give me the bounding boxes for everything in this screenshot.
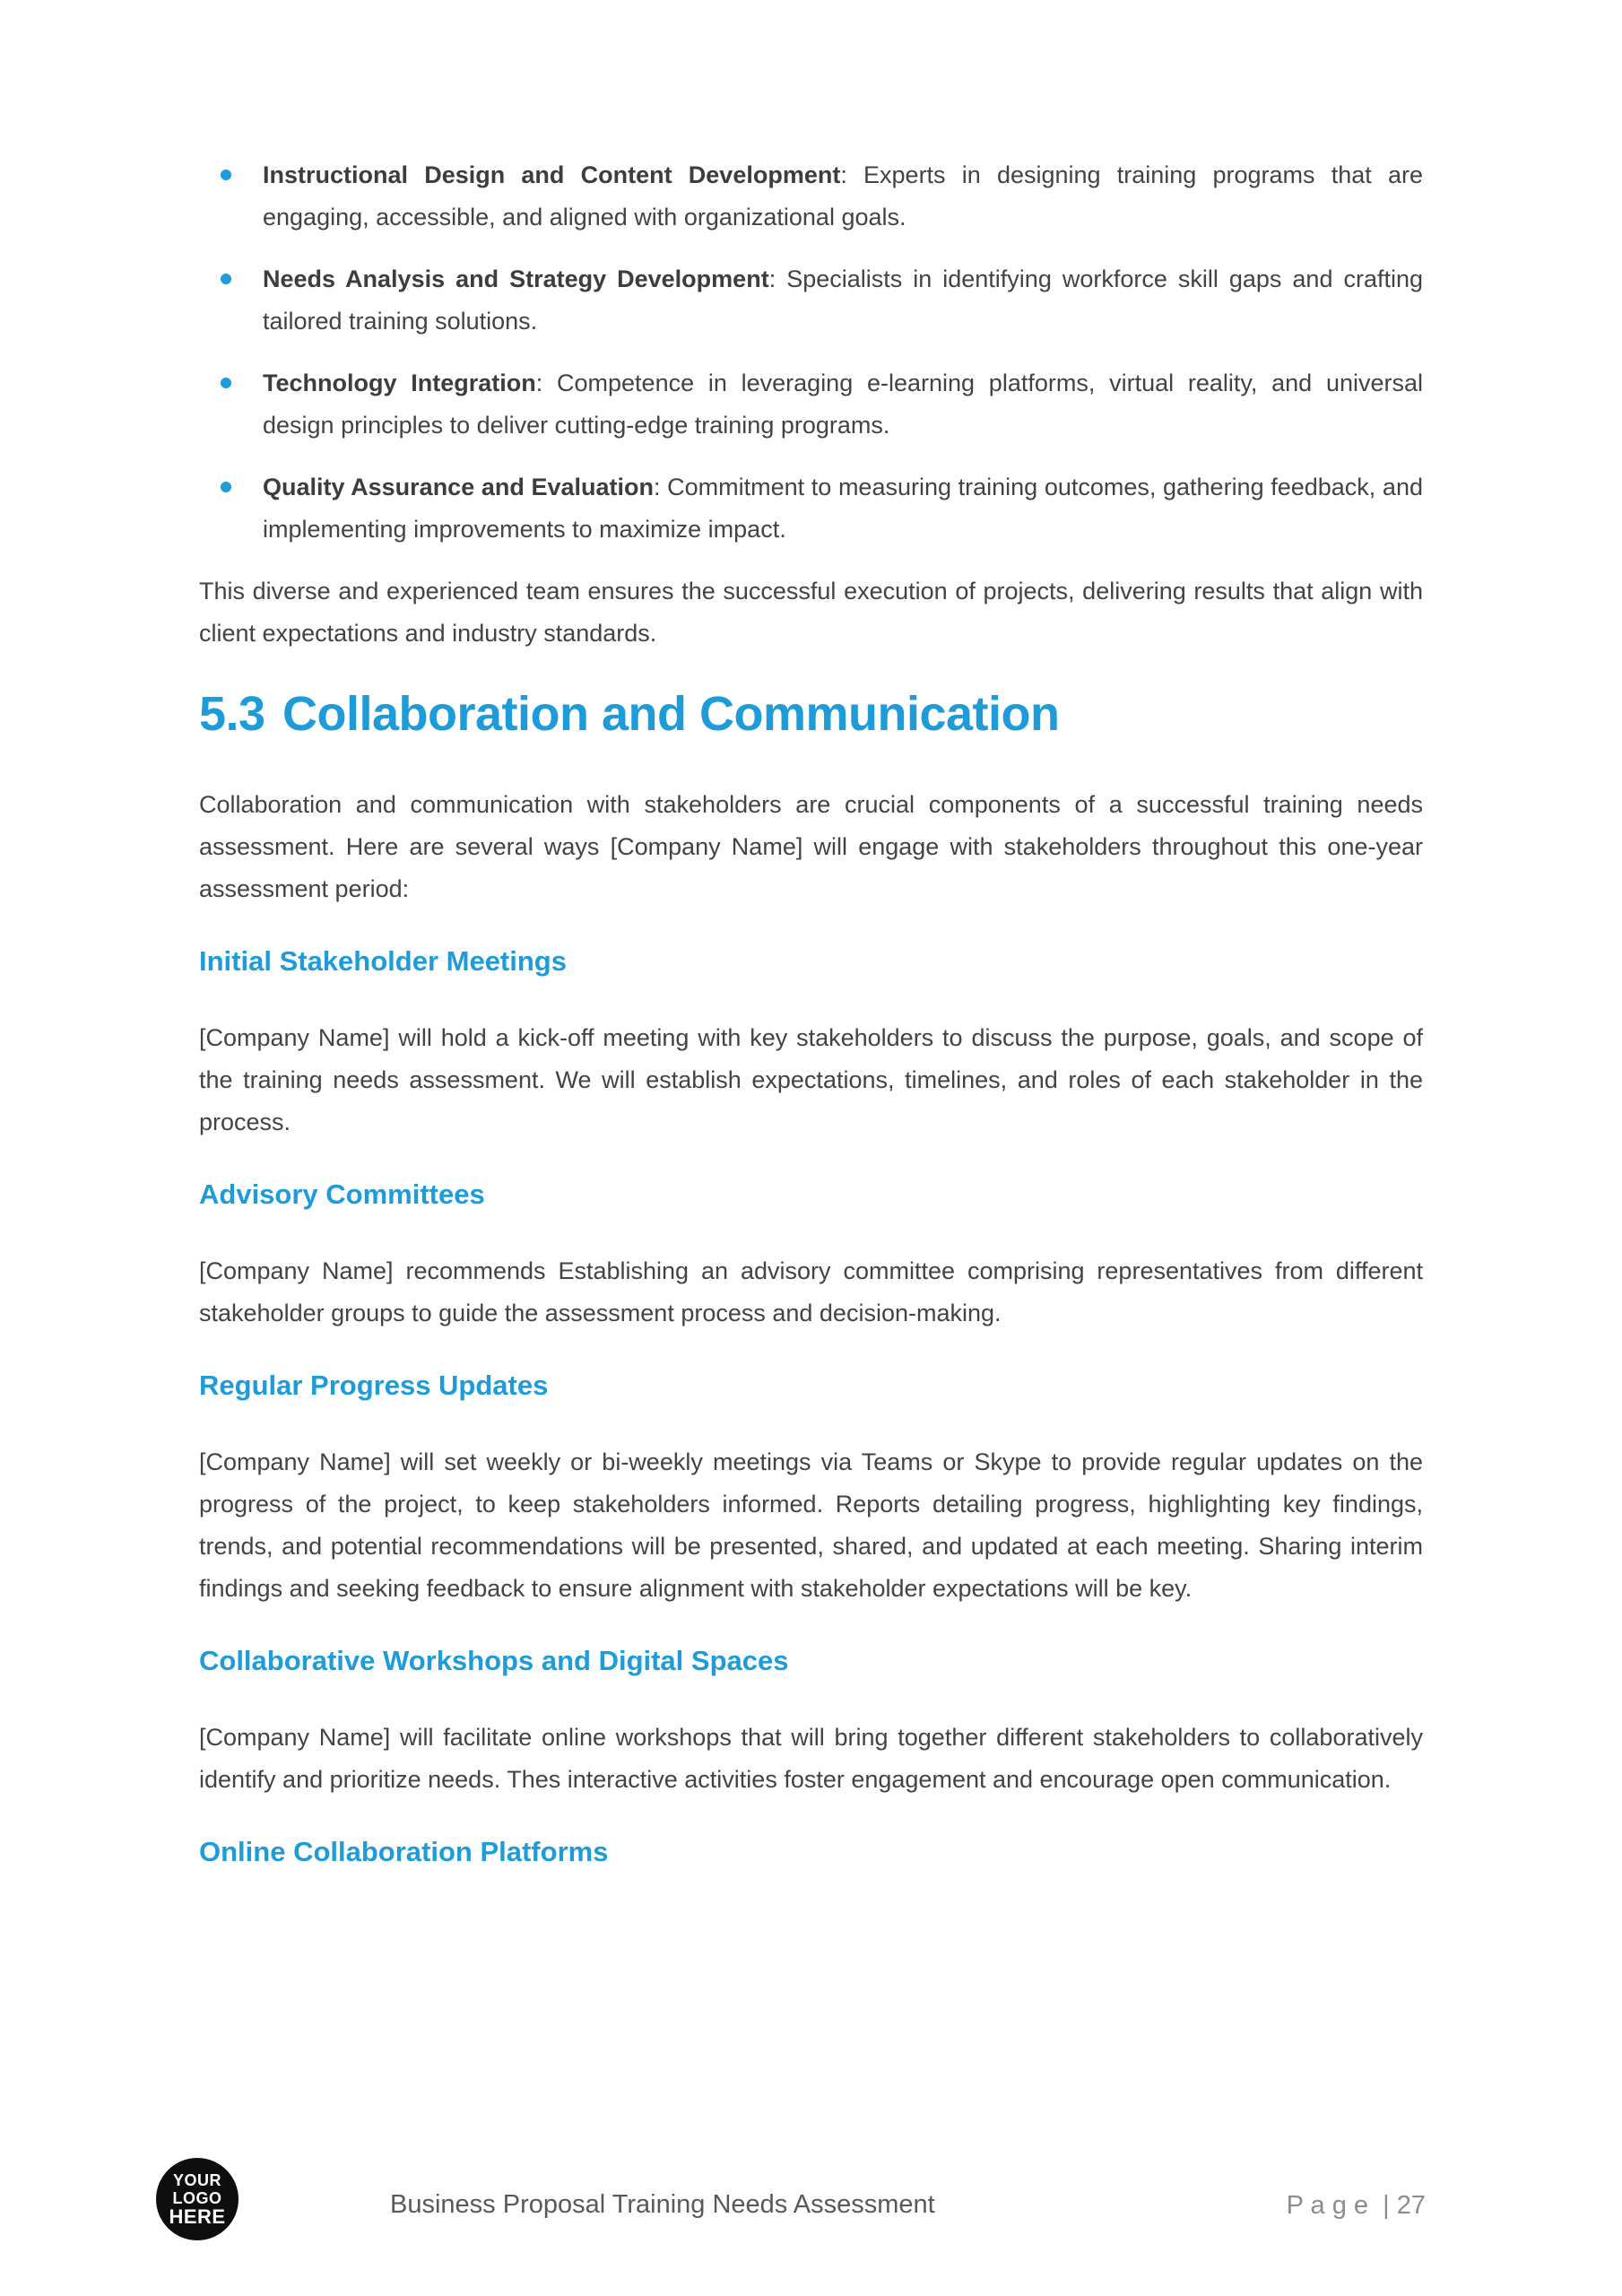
bullet-icon	[221, 170, 231, 180]
team-summary-paragraph: This diverse and experienced team ensures the successful execution of projects, delivering results that align with client expectations and industry standards.	[199, 578, 1423, 647]
subheading-advisory-committees: Advisory Committees	[199, 1178, 485, 1210]
bullet-icon	[221, 378, 231, 388]
list-item	[199, 258, 1423, 343]
subsection-paragraph: [Company Name] will hold a kick-off meeting with key stakeholders to discuss the purpose, goals, and scope of the training needs assessment. We will establish expectations, timelines, and roles of each stakeholder in the process.	[199, 1024, 1423, 1135]
subsection-paragraph: [Company Name] recommends Establishing an advisory committee comprising representatives from different stakeholder groups to guide the assessment process and decision-making.	[199, 1257, 1423, 1326]
list-item-text	[263, 258, 1423, 343]
footer-page-number: P a g e | 27	[1286, 2191, 1426, 2220]
bullet-icon	[221, 482, 231, 492]
section-title: Collaboration and Communication	[282, 687, 1060, 741]
list-item-lead: Quality Assurance and Evaluation	[263, 474, 655, 500]
footer-document-title: Business Proposal Training Needs Assessment	[390, 2190, 935, 2219]
subheading-online-collaboration-platforms: Online Collaboration Platforms	[199, 1836, 609, 1867]
logo-badge	[156, 2158, 239, 2240]
list-item-body: : Competence in leveraging e-learning platforms, virtual reality, and universal design principles to deliver cutting-edge training programs.	[263, 370, 1423, 439]
list-item-text	[263, 154, 1423, 239]
section-intro-paragraph: Collaboration and communication with stakeholders are crucial components of a successful training needs assessment. Here are several ways [Company Name] will engage with stakeholders throughout this one-year assessment period:	[199, 791, 1423, 902]
list-item	[199, 362, 1423, 447]
list-item-text	[263, 466, 1423, 551]
logo-line: LOGO	[172, 2189, 222, 2207]
list-item-body: : Specialists in identifying workforce skill gaps and crafting tailored training solutions.	[263, 265, 1424, 335]
list-item-lead: Technology Integration	[263, 370, 536, 396]
subsection-paragraph: [Company Name] will set weekly or bi-weekly meetings via Teams or Skype to provide regular updates on the progress of the project, to keep stakeholders informed. Reports detailing progress, highlighting key findings, trends, and potential recommendations will be presented, shared, and updated at each meeting. Sharing interim findings and seeking feedback to ensure alignment with stakeholder expectations will be key.	[199, 1448, 1423, 1602]
list-item-body: : Commitment to measuring training outcomes, gathering feedback, and implementing improvements to maximize impact.	[263, 474, 1423, 543]
team-expertise-list	[199, 154, 1423, 551]
page-content	[199, 0, 1423, 1870]
list-item-body: : Experts in designing training programs that are engaging, accessible, and aligned with organizational goals.	[263, 161, 1423, 230]
logo-line: HERE	[169, 2205, 226, 2228]
subheading-collaborative-workshops: Collaborative Workshops and Digital Spaces	[199, 1645, 789, 1676]
list-item	[199, 154, 1423, 239]
subheading-regular-progress-updates: Regular Progress Updates	[199, 1370, 549, 1401]
list-item-lead: Needs Analysis and Strategy Development	[263, 265, 769, 292]
list-item-text	[263, 362, 1423, 447]
list-item	[199, 466, 1423, 551]
subheading-initial-stakeholder-meetings: Initial Stakeholder Meetings	[199, 945, 567, 977]
bullet-icon	[221, 274, 231, 284]
section-heading	[199, 685, 1423, 743]
logo-line: YOUR	[172, 2171, 221, 2189]
section-number: 5.3	[199, 687, 265, 741]
subsection-paragraph: [Company Name] will facilitate online workshops that will bring together different stakeholders to collaboratively identify and prioritize needs. Thes interactive activities foster engagement and encourage open communication.	[199, 1724, 1423, 1793]
list-item-lead: Instructional Design and Content Development	[263, 161, 841, 188]
